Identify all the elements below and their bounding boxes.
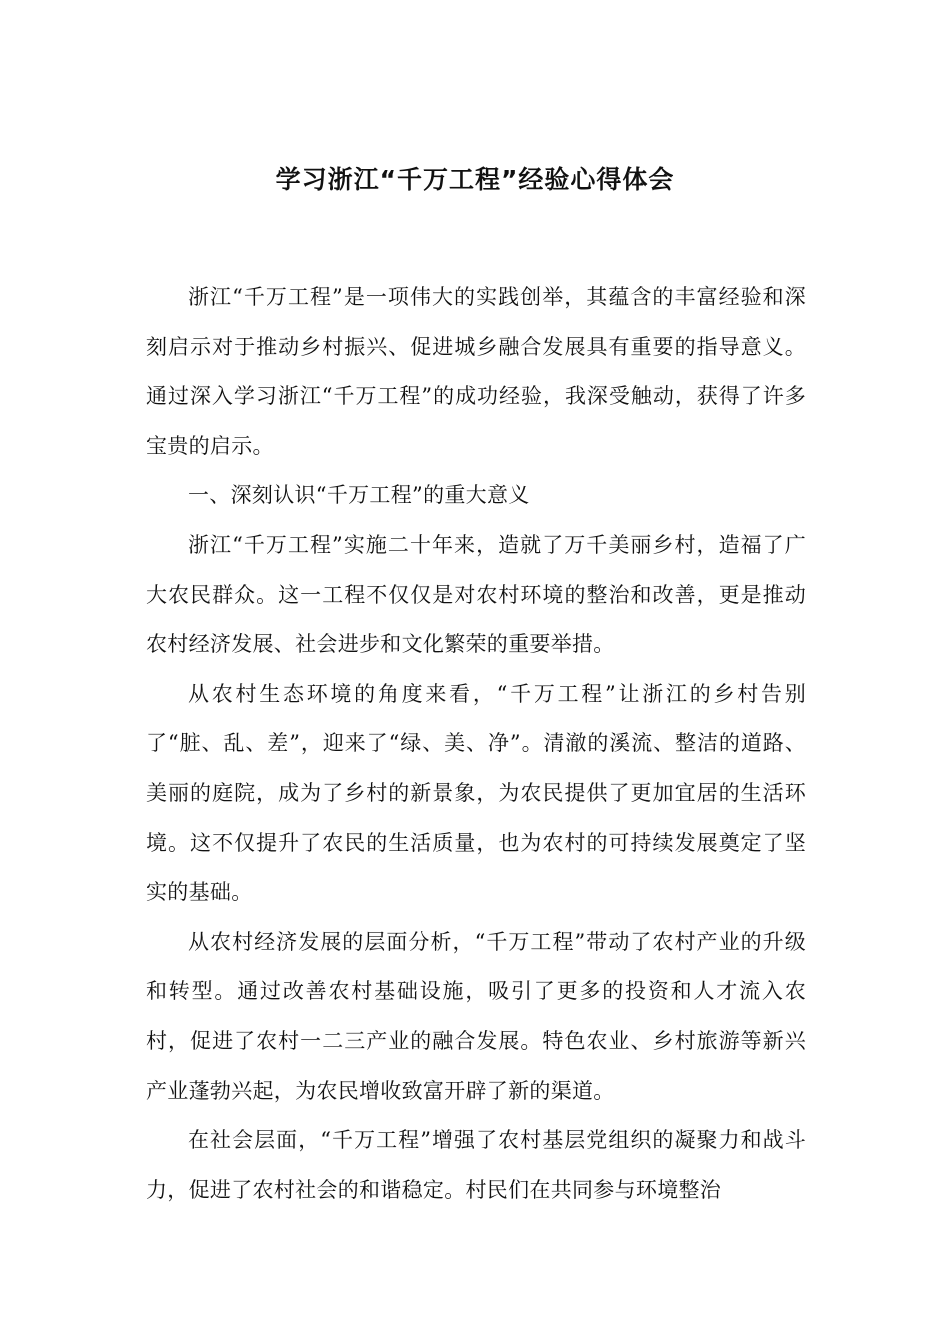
paragraph-society: 在社会层面，“千万工程”增强了农村基层党组织的凝聚力和战斗力，促进了农村社会的和谐稳定。村民们在共同参与环境整治 [146, 1128, 806, 1202]
document-body [146, 273, 806, 1215]
paragraph-economy: 从农村经济发展的层面分析，“千万工程”带动了农村产业的升级和转型。通过改善农村基础设施，吸引了更多的投资和人才流入农村，促进了农村一二三产业的融合发展。特色农业、乡村旅游等新兴产业蓬勃兴起，为农民增收致富开辟了新的渠道。 [146, 929, 806, 1103]
document-title: 学习浙江“千万工程”经验心得体会 [275, 165, 675, 194]
paragraph-ecology: 从农村生态环境的角度来看，“千万工程”让浙江的乡村告别了“脏、乱、差”，迎来了“绿、美、净”。清澈的溪流、整洁的道路、美丽的庭院，成为了乡村的新景象，为农民提供了更加宜居的生活环境。这不仅提升了农民的生活质量，也为农村的可持续发展奠定了坚实的基础。 [146, 681, 806, 905]
paragraph-intro: 浙江“千万工程”是一项伟大的实践创举，其蕴含的丰富经验和深刻启示对于推动乡村振兴、促进城乡融合发展具有重要的指导意义。通过深入学习浙江“千万工程”的成功经验，我深受触动，获得了许多宝贵的启示。 [146, 285, 806, 458]
section-heading-1: 一、深刻认识“千万工程”的重大意义 [188, 483, 530, 508]
paragraph-significance: 浙江“千万工程”实施二十年来，造就了万千美丽乡村，造福了广大农民群众。这一工程不仅仅是对农村环境的整治和改善，更是推动农村经济发展、社会进步和文化繁荣的重要举措。 [146, 532, 806, 657]
